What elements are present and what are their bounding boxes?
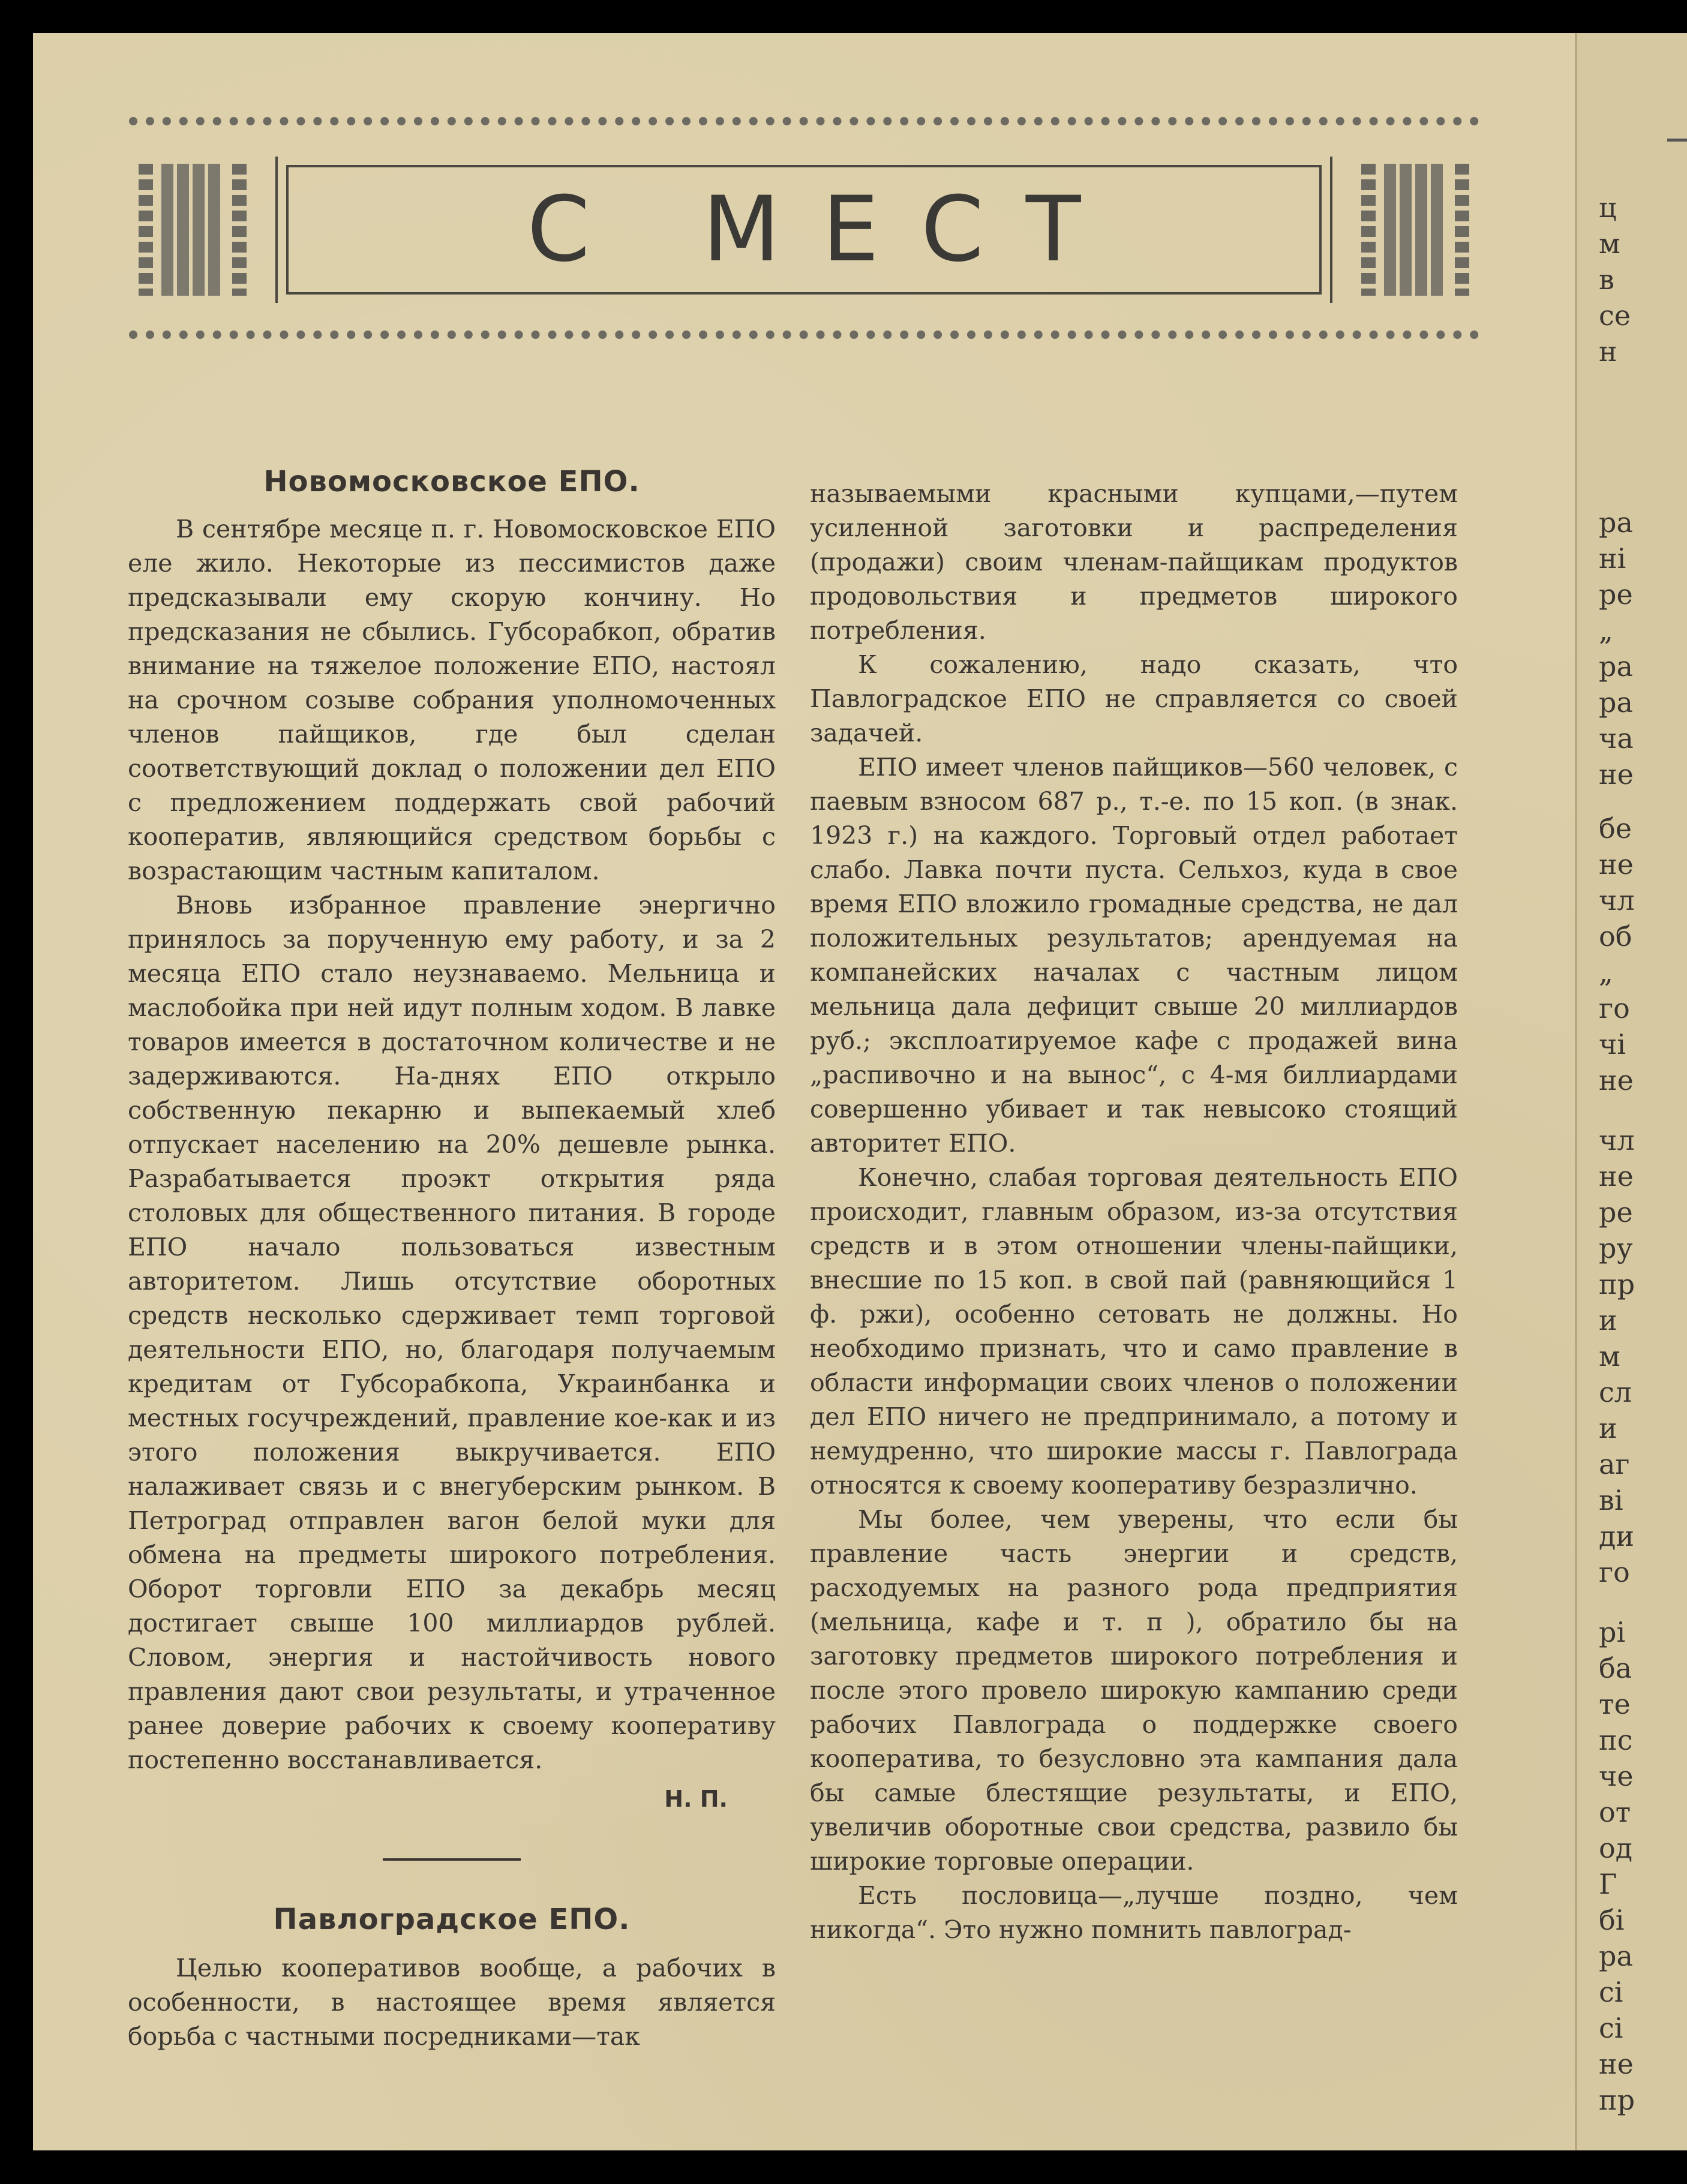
section-title: С МЕСТ xyxy=(527,178,1123,282)
article-paragraph-continued: называемыми красными купцами,—путем усиленной заготовки и распределения (продажи) своим членам-пайщикам продуктов продовольствия и предметов широкого потребления. xyxy=(810,479,1458,645)
adjacent-page-fragment: м xyxy=(1599,1340,1620,1372)
author-signature: Н. П. xyxy=(664,1786,728,1812)
adjacent-page-fragment: ру xyxy=(1599,1232,1633,1264)
grid-ornament-right xyxy=(1361,164,1469,296)
adjacent-page-fragment: ча xyxy=(1599,722,1634,755)
adjacent-page-fragment: ві xyxy=(1599,1484,1623,1516)
article-paragraph: В сентябре месяце п. г. Новомосковское ЕПО еле жило. Некоторые из пессимистов даже предсказывали ему скорую кончину. Но предсказания не сбылись. Губсорабкоп, обратив внимание на тяжелое положение ЕПО, настоял на срочном созыве собрания уполномоченных членов пайщиков, где был сделан соответствующий доклад о положении дел ЕПО с предложением поддержать свой рабочий кооператив, являющийся средством борьбы с возрастающим частным капиталом. xyxy=(128,515,776,885)
adjacent-page-fragment: се xyxy=(1599,299,1631,332)
adjacent-page-edge xyxy=(1575,33,1687,2150)
adjacent-page-fragment: ні xyxy=(1599,542,1626,575)
adjacent-page-fragment: не xyxy=(1599,1064,1634,1096)
adjacent-page-fragment: го xyxy=(1599,1556,1630,1588)
article-paragraph: Конечно, слабая торговая деятельность ЕПО происходит, главным образом, из-за отсутствия средств и в этом отношении члены-пайщики, внесшие по 15 коп. в свой пай (равняющийся 1 ф. ржи), особенно сетовать не должны. Но необходимо признать, что и само правление в области информации своих членов о положении дел ЕПО ничего не предпринимало, а потому и немудренно, что широкие массы г. Павлограда относятся к своему кооперативу безразлично. xyxy=(810,1163,1458,1500)
adjacent-page-fragment: ра xyxy=(1599,506,1633,539)
adjacent-page-fragment: ц xyxy=(1599,191,1617,224)
article-divider xyxy=(383,1858,521,1861)
adjacent-page-fragment: и xyxy=(1599,1304,1617,1336)
adjacent-page-fragment: ре xyxy=(1599,1196,1633,1228)
adjacent-page-fragment: ба xyxy=(1599,1652,1632,1684)
adjacent-page-fragment: ра xyxy=(1599,1940,1633,1972)
adjacent-page-fragment: н xyxy=(1599,335,1617,368)
adjacent-page-fragment: ра xyxy=(1599,650,1633,683)
adjacent-page-fragment: те xyxy=(1599,1688,1631,1720)
adjacent-page-fragment: в xyxy=(1599,263,1614,296)
article-title-pavlograd: Павлоградское ЕПО. xyxy=(273,1903,631,1936)
grid-ornament-left xyxy=(139,164,247,296)
adjacent-page-fragment: не xyxy=(1599,848,1634,881)
adjacent-page-fragment: не xyxy=(1599,2048,1634,2080)
adjacent-page-rule xyxy=(1667,139,1687,142)
scan-border xyxy=(0,2150,1687,2184)
adjacent-page-fragment: от xyxy=(1599,1796,1631,1828)
adjacent-page-fragment: пр xyxy=(1599,1268,1635,1300)
adjacent-page-fragment: сі xyxy=(1599,1976,1623,2008)
adjacent-page-fragment: сі xyxy=(1599,2012,1623,2044)
adjacent-page-fragment: не xyxy=(1599,1160,1634,1192)
article-paragraph: К сожалению, надо сказать, что Павлоградское ЕПО не справляется со своей задачей. xyxy=(810,650,1458,747)
adjacent-page-fragment: об xyxy=(1599,920,1632,953)
adjacent-page-fragment: чл xyxy=(1599,1124,1635,1156)
adjacent-page-fragment: м xyxy=(1599,227,1620,260)
article-paragraph: Целью кооперативов вообще, а рабочих в особенности, в настоящее время является борьба с частными посредниками—так xyxy=(128,1954,776,2051)
adjacent-page-fragment: рі xyxy=(1599,1616,1626,1648)
column-right xyxy=(810,477,1458,1947)
adjacent-page-fragment: бе xyxy=(1599,812,1632,845)
adjacent-page-fragment: сл xyxy=(1599,1376,1632,1408)
adjacent-page-fragment: чл xyxy=(1599,884,1635,917)
adjacent-page-fragment: чі xyxy=(1599,1028,1626,1061)
adjacent-page-fragment: ре xyxy=(1599,578,1633,611)
adjacent-page-fragment: аг xyxy=(1599,1448,1630,1480)
adjacent-page-fragment: пс xyxy=(1599,1724,1633,1756)
adjacent-page-fragment: ди xyxy=(1599,1520,1634,1552)
newspaper-page xyxy=(33,33,1575,2150)
article-paragraph: Есть пословица—„лучше поздно, чем никогда“. Это нужно помнить павлоград- xyxy=(810,1881,1458,1944)
adjacent-page-fragment: не xyxy=(1599,758,1634,791)
adjacent-page-fragment: бі xyxy=(1599,1904,1625,1936)
article-title-novomoskovsk: Новомосковское ЕПО. xyxy=(263,465,640,498)
adjacent-page-fragment: Г xyxy=(1599,1868,1617,1900)
article-paragraph: ЕПО имеет членов пайщиков—560 человек, с паевым взносом 687 р., т.-е. по 15 коп. (в знак. 1923 г.) на каждого. Торговый отдел работает слабо. Лавка почти пуста. Сельхоз, куда в свое время ЕПО вложило громадные средства, не дал положительных результатов; арендуемая на компанейских началах с частным лицом мельница дала дефицит свыше 20 миллиардов руб.; эксплоатируемое кафе с продажей вина „распивочно и на вынос“, с 4-мя биллиардами совершенно убивает и так невысоко стоящий авторитет ЕПО. xyxy=(810,753,1458,1158)
section-banner xyxy=(129,117,1479,339)
article-paragraph: Вновь избранное правление энергично принялось за порученную ему работу, и за 2 месяца ЕПО стало неузнаваемо. Мельница и маслобойка при ней идут полным ходом. В лавке товаров имеется в достаточном количестве и не задерживаются. На-днях ЕПО открыло собственную пекарню и выпекаемый хлеб отпускает населению на 20% дешевле рынка. Разрабатывается проэкт открытия ряда столовых для общественного питания. В городе ЕПО начало пользоваться известным авторитетом. Лишь отсутствие оборотных средств несколько сдерживает темп торговой деятельности ЕПО, но, благодаря получаемым кредитам от Губсорабкопа, Украинбанка и местных госучреждений, правление кое-как и из этого положения выкручивается. ЕПО налаживает связь и с внегуберским рынком. В Петроград отправлен вагон белой муки для обмена на предметы широкого потребления. Оборот торговли ЕПО за декабрь месяц достигает свыше 100 миллиардов рублей. Словом, энергия и настойчивость нового правления дают свои результаты, и утраченное ранее доверие рабочих к своему кооперативу постепенно восстанавливается. xyxy=(128,891,776,1774)
adjacent-page-fragment: и xyxy=(1599,1412,1617,1444)
adjacent-page-fragment: „ xyxy=(1599,614,1613,647)
adjacent-page-fragment: го xyxy=(1599,992,1630,1025)
adjacent-page-fragment: пр xyxy=(1599,2084,1635,2116)
adjacent-page-fragment: од xyxy=(1599,1832,1633,1864)
column-left xyxy=(128,465,776,2054)
banner-frame xyxy=(286,165,1322,295)
adjacent-page-fragment: „ xyxy=(1599,956,1613,989)
adjacent-page-fragment: ра xyxy=(1599,686,1633,719)
article-paragraph: Мы более, чем уверены, что если бы правление часть энергии и средств, расходуемых на разного рода предприятия (мельница, кафе и т. п ), обратило бы на заготовку предметов широкого потребления и после этого провело широкую кампанию среди рабочих Павлограда о поддержке своего кооператива, то безусловно эта кампания дала бы самые блестящие результаты, и ЕПО, увеличив оборотные свои средства, развило бы широкие торговые операции. xyxy=(810,1505,1458,1876)
adjacent-page-fragment: че xyxy=(1599,1760,1634,1792)
